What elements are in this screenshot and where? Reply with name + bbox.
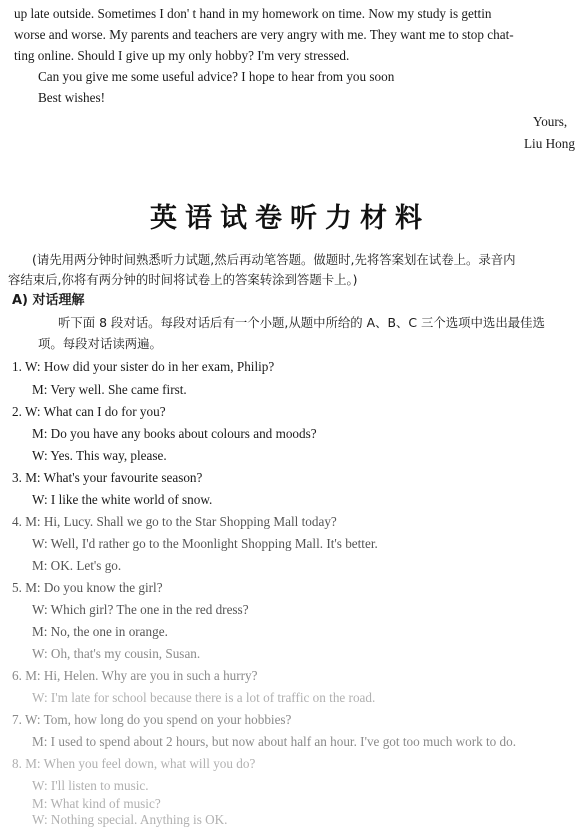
letter-line-2: worse and worse. My parents and teachers are very angry with me. They want me to stop chat-: [14, 27, 514, 42]
dialogue-line: 1. W: How did your sister do in her exam, Philip?: [12, 359, 275, 374]
letter-line-3: ting online. Should I give up my only hobby? I'm very stressed.: [14, 48, 350, 63]
dialogue-line: W: Which girl? The one in the red dress?: [32, 602, 249, 617]
dialogue-line: 4. M: Hi, Lucy. Shall we go to the Star Shopping Mall today?: [12, 514, 337, 529]
dialogue-line: M: Do you have any books about colours and moods?: [32, 426, 317, 441]
dialogue-line: W: Oh, that's my cousin, Susan.: [32, 646, 201, 661]
dialogue-line: W: I like the white world of snow.: [32, 492, 213, 507]
dialogue-line: W: Nothing special. Anything is OK.: [32, 812, 228, 827]
dialogue-line: 6. M: Hi, Helen. Why are you in such a hurry?: [12, 668, 258, 683]
dialogue-line: M: I used to spend about 2 hours, but now about half an hour. I've got too much work to do.: [32, 734, 517, 749]
instruction-line-2: 容结束后,你将有两分钟的时间将试卷上的答案转涂到答题卡上。): [8, 272, 358, 287]
dialogue-line: W: Well, I'd rather go to the Moonlight Shopping Mall. It's better.: [32, 536, 378, 551]
dialogue-line: M: OK. Let's go.: [32, 558, 122, 573]
section-a-intro-2: 项。每段对话读两遍。: [38, 336, 162, 351]
dialogue-line: M: Very well. She came first.: [32, 382, 187, 397]
dialogue-line: W: Yes. This way, please.: [32, 448, 167, 463]
dialogue-line: M: What kind of music?: [32, 796, 161, 811]
dialogue-line: 5. M: Do you know the girl?: [12, 580, 163, 595]
letter-signature: Liu Hong: [524, 136, 575, 151]
instruction-line-1: (请先用两分钟时间熟悉听力试题,然后再动笔答题。做题时,先将答案划在试卷上。录音内: [32, 252, 516, 267]
letter-line-4: Can you give me some useful advice? I hope to hear from you soon: [38, 69, 395, 84]
dialogue-line: 3. M: What's your favourite season?: [12, 470, 203, 485]
letter-closing: Yours,: [533, 114, 568, 129]
dialogue-line: 2. W: What can I do for you?: [12, 404, 166, 419]
section-a-heading: A) 对话理解: [12, 293, 85, 308]
dialogue-line: W: I'm late for school because there is a lot of traffic on the road.: [32, 690, 376, 705]
dialogue-line: 8. M: When you feel down, what will you do?: [12, 756, 256, 771]
dialogue-line: W: I'll listen to music.: [32, 778, 149, 793]
dialogue-line: M: No, the one in orange.: [32, 624, 168, 639]
letter-line-5: Best wishes!: [38, 90, 106, 105]
dialogue-line: 7. W: Tom, how long do you spend on your hobbies?: [12, 712, 292, 727]
page-title: 英语试卷听力材料: [150, 203, 430, 234]
section-a-intro-1: 听下面 8 段对话。每段对话后有一个小题,从题中所给的 A、B、C 三个选项中选出最佳选: [58, 315, 545, 330]
letter-line-1: up late outside. Sometimes I don' t hand in my homework on time. Now my study is gettin: [14, 6, 492, 21]
